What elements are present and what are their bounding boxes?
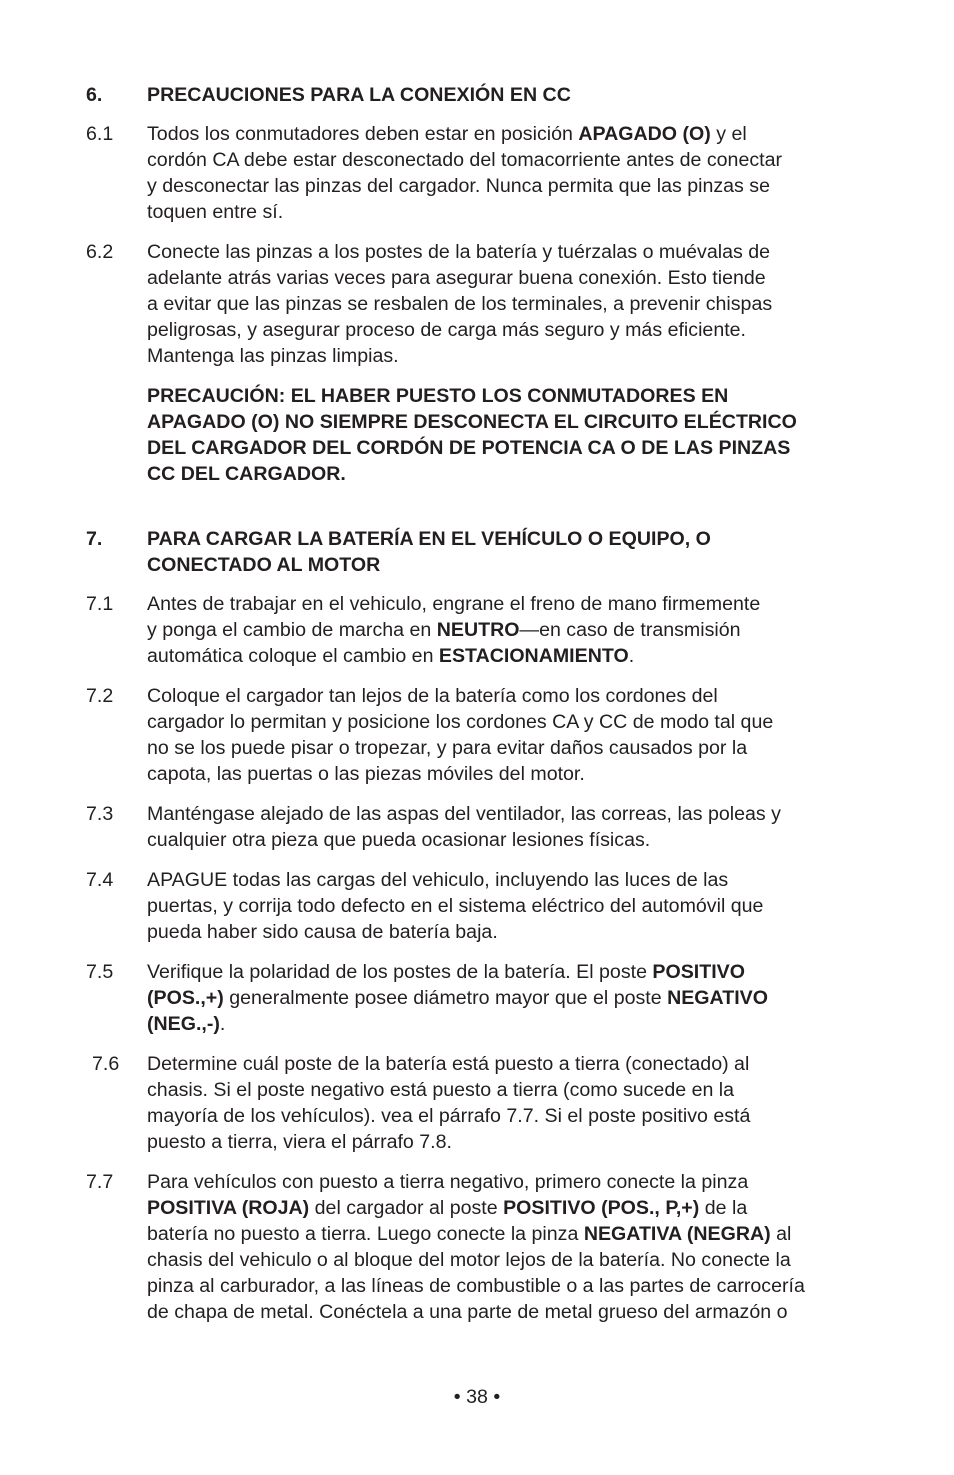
emphasis: APAGADO (O) [578,123,711,145]
item-number: 7.2 [86,685,114,707]
text-line: Mantenga las pinzas limpias. [147,345,399,367]
text-line: pueda haber sido causa de batería baja. [147,921,498,943]
text-line: automática coloque el cambio en ESTACIONAMIENTO. [147,645,635,667]
item-number: 7.1 [86,593,114,615]
emphasis: POSITIVA (ROJA) [147,1197,310,1219]
emphasis: NEGATIVO [667,987,768,1009]
text-line: Antes de trabajar en el vehiculo, engrane el freno de mano firmemente [147,593,761,615]
emphasis: NEGATIVA (NEGRA) [583,1223,771,1245]
text-line: cualquier otra pieza que pueda ocasionar lesiones físicas. [147,829,651,851]
text-line: y ponga el cambio de marcha en NEUTRO—en caso de transmisión [147,619,741,641]
text-line: APAGUE todas las cargas del vehiculo, incluyendo las luces de las [147,869,729,891]
item-text [147,121,885,225]
text-line: POSITIVA (ROJA) del cargador al poste POSITIVO (POS., P,+) de la [147,1197,748,1219]
text-line: Todos los conmutadores deben estar en posición APAGADO (O) y el [147,123,747,145]
page-number: • 38 • [453,1386,501,1408]
emphasis: POSITIVO [652,961,745,983]
text-line: peligrosas, y asegurar proceso de carga más seguro y más eficiente. [147,319,746,341]
item-text [147,1169,885,1325]
text-line: chasis del vehiculo o al bloque del motor lejos de la batería. No conecte la [147,1249,791,1271]
text-line: batería no puesto a tierra. Luego conecte la pinza NEGATIVA (NEGRA) al [147,1223,792,1245]
emphasis: ESTACIONAMIENTO [438,645,629,667]
text-line: pinza al carburador, a las líneas de combustible o a las partes de carrocería [147,1275,805,1297]
text-line: no se los puede pisar o tropezar, y para evitar daños causados por la [147,737,748,759]
text-line: puertas, y corrija todo defecto en el sistema eléctrico del automóvil que [147,895,764,917]
text-line: Coloque el cargador tan lejos de la batería como los cordones del [147,685,718,707]
text-line: cordón CA debe estar desconectado del tomacorriente antes de conectar [147,149,783,171]
text-line: Manténgase alejado de las aspas del ventilador, las correas, las poleas y [147,803,781,825]
item-text [147,239,885,369]
caution-line: CC DEL CARGADOR. [147,463,346,485]
section-number: 7. [86,528,103,550]
text-line: (NEG.,-). [147,1013,226,1035]
item-text [147,801,885,853]
emphasis: (POS.,+) [147,987,224,1009]
text-line: chasis. Si el poste negativo está puesto a tierra (como sucede en la [147,1079,735,1101]
item-number: 7.3 [86,803,114,825]
title-line: PRECAUCIONES PARA LA CONEXIÓN EN CC [147,84,571,106]
emphasis: NEUTRO [436,619,520,641]
emphasis: POSITIVO (POS., P,+) [503,1197,700,1219]
text-line: Verifique la polaridad de los postes de la batería. El poste POSITIVO [147,961,745,983]
item-number: 7.4 [86,869,114,891]
item-text [147,959,885,1037]
emphasis: (NEG.,-) [147,1013,220,1035]
caution-line: DEL CARGADOR DEL CORDÓN DE POTENCIA CA O DE LAS PINZAS [147,437,791,459]
text-line: mayoría de los vehículos). vea el párrafo 7.7. Si el poste positivo está [147,1105,751,1127]
text-line: y desconectar las pinzas del cargador. Nunca permita que las pinzas se [147,175,770,197]
text-line: Para vehículos con puesto a tierra negativo, primero conecte la pinza [147,1171,749,1193]
text-line: de chapa de metal. Conéctela a una parte de metal grueso del armazón o [147,1301,788,1323]
item-number: 6.1 [86,123,114,145]
section-number: 6. [86,84,103,106]
text-line: capota, las puertas o las piezas móviles del motor. [147,763,585,785]
text-line: a evitar que las pinzas se resbalen de los terminales, a prevenir chispas [147,293,773,315]
item-number: 7.7 [86,1171,114,1193]
title-line: PARA CARGAR LA BATERÍA EN EL VEHÍCULO O EQUIPO, O [147,528,711,550]
text-line: puesto a tierra, viera el párrafo 7.8. [147,1131,452,1153]
item-text [147,867,885,945]
text-line: Conecte las pinzas a los postes de la batería y tuérzalas o muévalas de [147,241,771,263]
text-line: adelante atrás varias veces para asegurar buena conexión. Esto tiende [147,267,766,289]
item-text [147,1051,885,1155]
text-line: (POS.,+) generalmente posee diámetro mayor que el poste NEGATIVO [147,987,768,1009]
item-number: 7.6 [92,1053,120,1075]
item-number: 7.5 [86,961,114,983]
item-text [147,591,885,669]
caution-line: APAGADO (O) NO SIEMPRE DESCONECTA EL CIRCUITO ELÉCTRICO [147,411,797,433]
caution-text [147,383,885,487]
item-number: 6.2 [86,241,114,263]
text-line: toquen entre sí. [147,201,284,223]
title-line: CONECTADO AL MOTOR [147,554,381,576]
section-title [147,526,885,578]
text-line: Determine cuál poste de la batería está puesto a tierra (conectado) al [147,1053,750,1075]
section-title [147,82,885,108]
text-line: cargador lo permitan y posicione los cordones CA y CC de modo tal que [147,711,774,733]
item-text [147,683,885,787]
caution-line: PRECAUCIÓN: EL HABER PUESTO LOS CONMUTADORES EN [147,385,729,407]
